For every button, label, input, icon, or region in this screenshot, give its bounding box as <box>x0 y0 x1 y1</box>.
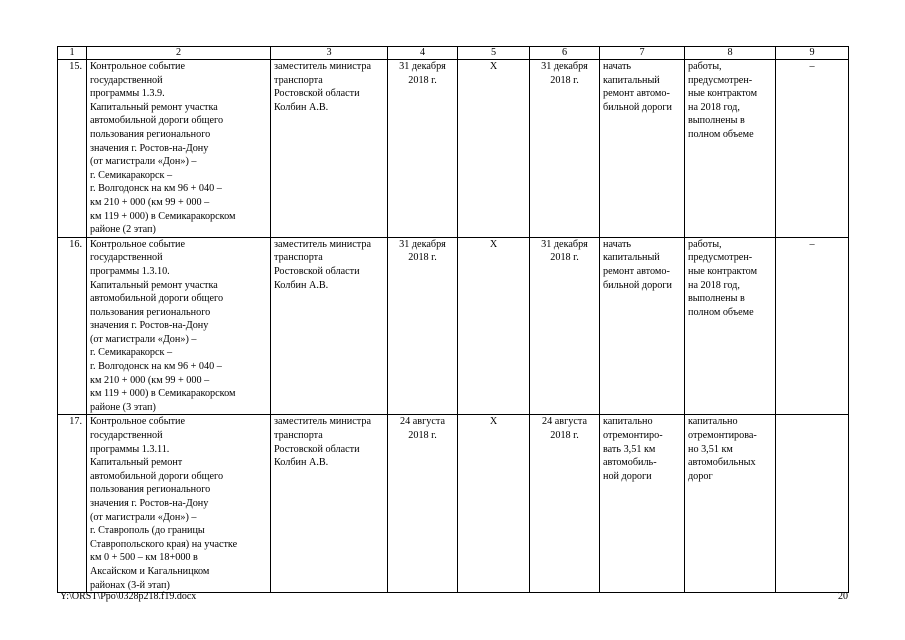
actual-date <box>530 60 600 238</box>
control-events-table <box>57 46 849 593</box>
row-number: 15. <box>58 60 87 238</box>
actual-result-line: работы, <box>688 61 722 72</box>
table-row <box>58 60 849 238</box>
actual-date <box>530 237 600 415</box>
column-header: 3 <box>271 47 388 60</box>
responsible-person-line: транспорта <box>274 430 323 442</box>
event-description-line: г. Волгодонск на км 96 + 040 – <box>90 361 222 373</box>
note: – <box>776 237 849 415</box>
actual-result <box>685 237 776 415</box>
planned-date <box>388 60 458 238</box>
planned-result-line: капитально <box>603 416 653 428</box>
event-description-line: км 0 + 500 – км 18+000 в <box>90 552 198 564</box>
event-description-line: км 210 + 000 (км 99 + 000 – <box>90 196 210 208</box>
actual-date-line: 2018 г. <box>550 252 579 264</box>
column-5-mark: Х <box>458 415 530 593</box>
actual-result-line: предусмотрен- <box>688 74 753 86</box>
planned-result-line: начать <box>603 61 632 72</box>
planned-date-line: 24 августа <box>400 416 445 428</box>
actual-date-line: 24 августа <box>542 416 587 428</box>
event-description-line: значения г. Ростов-на-Дону <box>90 142 209 154</box>
planned-date <box>388 237 458 415</box>
planned-result-line: ремонт автомо- <box>603 88 670 100</box>
event-description-line: районе (3 этап) <box>90 401 156 413</box>
actual-result-line: полном объеме <box>688 306 754 318</box>
event-description-line: Капитальный ремонт участка <box>90 101 218 113</box>
table-header-row <box>58 47 849 60</box>
planned-result-line: бильной дороги <box>603 279 673 291</box>
event-description-line: пользования регионального <box>90 306 211 318</box>
event-description-line: км 210 + 000 (км 99 + 000 – <box>90 374 210 386</box>
actual-result-line: работы, <box>688 238 722 250</box>
column-5-mark: Х <box>458 237 530 415</box>
page-number: 20 <box>838 591 848 602</box>
event-description <box>87 237 271 415</box>
event-description-line: программы 1.3.11. <box>90 443 170 455</box>
responsible-person-line: заместитель министра <box>274 238 371 250</box>
actual-result-line: отремонтирова- <box>688 430 757 442</box>
actual-date-line: 31 декабря <box>541 238 588 250</box>
column-header: 2 <box>87 47 271 60</box>
event-description <box>87 60 271 238</box>
responsible-person-line: Колбин А.В. <box>274 457 329 469</box>
column-5-mark: Х <box>458 60 530 238</box>
event-description <box>87 415 271 593</box>
table-row <box>58 237 849 415</box>
actual-result <box>685 60 776 238</box>
actual-result <box>685 415 776 593</box>
event-description-line: пользования регионального <box>90 484 211 496</box>
actual-result-line: на 2018 год, <box>688 279 740 291</box>
event-description-line: государственной <box>90 74 163 86</box>
planned-result <box>600 237 685 415</box>
actual-result-line: ные контрактом <box>688 88 758 100</box>
event-description-line: пользования регионального <box>90 128 211 140</box>
actual-result-line: капитально <box>688 416 738 428</box>
event-description-line: (от магистрали «Дон») – <box>90 333 197 345</box>
event-description-line: км 119 + 000) в Семикаракорском <box>90 210 236 222</box>
planned-date <box>388 415 458 593</box>
responsible-person-line: заместитель министра <box>274 416 371 428</box>
actual-result-line: выполнены в <box>688 115 745 127</box>
planned-date-line: 2018 г. <box>408 252 437 264</box>
responsible-person <box>271 415 388 593</box>
event-description-line: государственной <box>90 430 163 442</box>
event-description-line: г. Семикаракорск – <box>90 347 173 359</box>
planned-result-line: отремонтиро- <box>603 430 663 442</box>
actual-result-line: дорог <box>688 470 713 482</box>
event-description-line: Аксайском и Кагальницком <box>90 565 210 577</box>
responsible-person-line: транспорта <box>274 252 323 264</box>
planned-result-line: ремонт автомо- <box>603 265 670 277</box>
event-description-line: программы 1.3.10. <box>90 265 170 277</box>
file-path: Y:\ORST\Ppo\0328p218.f19.docx <box>60 591 197 602</box>
planned-result <box>600 60 685 238</box>
column-header: 4 <box>388 47 458 60</box>
event-description-line: значения г. Ростов-на-Дону <box>90 498 209 509</box>
responsible-person-line: Ростовской области <box>274 88 360 100</box>
event-description-line: г. Ставрополь (до границы <box>90 525 205 537</box>
event-description-line: Ставропольского края) на участке <box>90 538 238 550</box>
responsible-person-line: заместитель министра <box>274 61 371 72</box>
responsible-person <box>271 237 388 415</box>
column-header: 5 <box>458 47 530 60</box>
event-description-line: км 119 + 000) в Семикаракорском <box>90 388 236 400</box>
event-description-line: автомобильной дороги общего <box>90 115 224 127</box>
actual-result-line: но 3,51 км <box>688 443 733 455</box>
column-header: 9 <box>776 47 849 60</box>
planned-result-line: капитальный <box>603 74 660 86</box>
event-description-line: г. Волгодонск на км 96 + 040 – <box>90 183 222 195</box>
event-description-line: г. Семикаракорск – <box>90 169 173 181</box>
table-row <box>58 415 849 593</box>
actual-date-line: 2018 г. <box>550 74 579 86</box>
responsible-person-line: Колбин А.В. <box>274 101 329 113</box>
event-description-line: (от магистрали «Дон») – <box>90 156 197 168</box>
actual-date-line: 31 декабря <box>541 61 588 72</box>
planned-date-line: 2018 г. <box>408 430 437 442</box>
event-description-line: значения г. Ростов-на-Дону <box>90 320 209 332</box>
planned-date-line: 31 декабря <box>399 61 446 72</box>
row-number: 17. <box>58 415 87 593</box>
event-description-line: Контрольное событие <box>90 416 185 428</box>
event-description-line: Контрольное событие <box>90 238 185 250</box>
column-header: 7 <box>600 47 685 60</box>
note <box>776 415 849 593</box>
event-description-line: Капитальный ремонт <box>90 457 183 469</box>
actual-result-line: автомобильных <box>688 457 756 469</box>
column-header: 8 <box>685 47 776 60</box>
responsible-person <box>271 60 388 238</box>
responsible-person-line: транспорта <box>274 74 323 86</box>
responsible-person-line: Ростовской области <box>274 265 360 277</box>
actual-result-line: на 2018 год, <box>688 101 740 113</box>
event-description-line: Капитальный ремонт участка <box>90 279 218 291</box>
event-description-line: программы 1.3.9. <box>90 88 165 100</box>
event-description-line: автомобильной дороги общего <box>90 293 224 305</box>
column-header: 1 <box>58 47 87 60</box>
actual-date-line: 2018 г. <box>550 430 579 442</box>
actual-result-line: полном объеме <box>688 128 754 140</box>
planned-result-line: капитальный <box>603 252 660 264</box>
column-header: 6 <box>530 47 600 60</box>
planned-result <box>600 415 685 593</box>
actual-date <box>530 415 600 593</box>
event-description-line: Контрольное событие <box>90 61 185 72</box>
planned-result-line: вать 3,51 км <box>603 443 656 455</box>
note: – <box>776 60 849 238</box>
planned-result-line: бильной дороги <box>603 101 673 113</box>
planned-result-line: ной дороги <box>603 470 652 482</box>
actual-result-line: предусмотрен- <box>688 252 753 264</box>
actual-result-line: выполнены в <box>688 293 745 305</box>
planned-result-line: начать <box>603 238 632 250</box>
event-description-line: (от магистрали «Дон») – <box>90 511 197 523</box>
planned-date-line: 2018 г. <box>408 74 437 86</box>
event-description-line: районах (3-й этап) <box>90 579 170 591</box>
responsible-person-line: Ростовской области <box>274 443 360 455</box>
event-description-line: районе (2 этап) <box>90 224 156 236</box>
responsible-person-line: Колбин А.В. <box>274 279 329 291</box>
actual-result-line: ные контрактом <box>688 265 758 277</box>
planned-date-line: 31 декабря <box>399 238 446 250</box>
planned-result-line: автомобиль- <box>603 457 657 469</box>
row-number: 16. <box>58 237 87 415</box>
event-description-line: автомобильной дороги общего <box>90 470 224 482</box>
event-description-line: государственной <box>90 252 163 264</box>
